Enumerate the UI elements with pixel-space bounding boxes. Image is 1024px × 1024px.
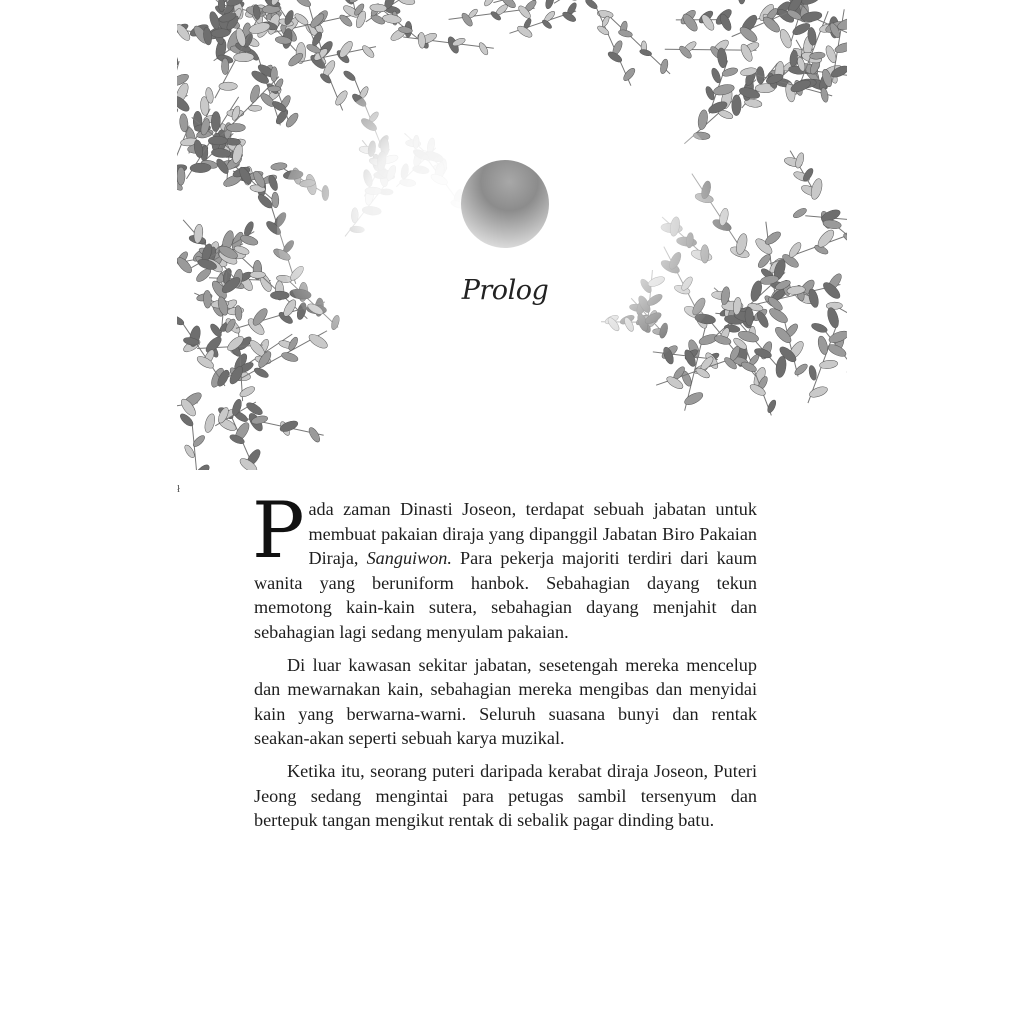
paragraph-1: [252, 486, 757, 645]
paragraph-3: Ketika itu, seorang puteri daripada kerabat diraja Joseon, Puteri Jeong sedang mengintai para petugas sambil tersenyum dan bertepuk tangan mengikut rentak di sebalik pagar dinding batu.: [254, 760, 757, 831]
paragraph-2: Di luar kawasan sekitar jabatan, sesetengah mereka mencelup dan mewarnakan kain, sebahagian mereka mengibas dan menyidai kain yang berwarna-warni. Seluruh suasana bunyi dan rentak seakan-akan seperti sebuah karya muzikal.: [254, 654, 757, 749]
paragraph-1-term: Sanguiwon.: [366, 548, 452, 569]
paragraph-1-text-before: ada zaman Dinasti Joseon, terdapat sebuah jabatan untuk membuat pakaian diraja yang dipanggil Jabatan Biro Pakaian Diraja,: [308, 499, 757, 569]
book-page: [177, 0, 847, 1024]
margin-mark: ł: [177, 483, 181, 495]
body-text: [252, 486, 757, 841]
chapter-title: Prolog: [461, 275, 549, 306]
drop-cap: P: [252, 486, 305, 576]
moon-graphic: [461, 160, 549, 248]
paragraph-1-text-after: Para pekerja majoriti terdiri dari kaum wanita yang beruniform hanbok. Sebahagian dayang tekun memotong kain-kain sutera, sebahagian dayang menjahit dan sebahagian lagi sedang menyulam pakaian.: [254, 548, 757, 642]
